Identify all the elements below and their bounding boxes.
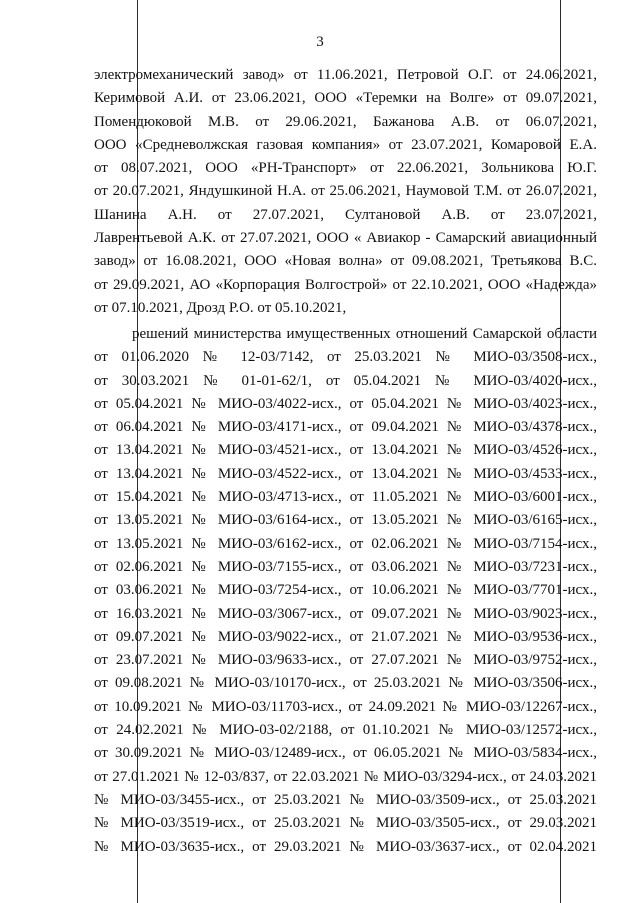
- text-line: от 06.04.2021 № МИО-03/4171-исх., от 09.04.2021 № МИО-03/4378-исх.,: [94, 419, 597, 436]
- text-line: Лаврентьевой А.К. от 27.07.2021, ООО « Авиакор - Самарский авиационный: [94, 230, 597, 247]
- text-line: от 24.02.2021 № МИО-03-02/2188, от 01.10.2021 № МИО-03/12572-исх.,: [94, 722, 597, 739]
- text-line: ООО «Средневолжская газовая компания» от 23.07.2021, Комаровой Е.А.: [94, 136, 597, 153]
- text-line: от 20.07.2021, Яндушкиной Н.А. от 25.06.2021, Наумовой Т.М. от 26.07.2021,: [94, 183, 597, 200]
- text-line: от 09.08.2021 № МИО-03/10170-исх., от 25.03.2021 № МИО-03/3506-исх.,: [94, 675, 597, 692]
- text-line: от 23.07.2021 № МИО-03/9633-исх., от 27.07.2021 № МИО-03/9752-исх.,: [94, 652, 597, 669]
- text-line: от 13.04.2021 № МИО-03/4521-исх., от 13.04.2021 № МИО-03/4526-исх.,: [94, 442, 597, 459]
- text-line: от 02.06.2021 № МИО-03/7155-исх., от 03.06.2021 № МИО-03/7231-исх.,: [94, 558, 597, 575]
- text-line: от 01.06.2020 № 12-03/7142, от 25.03.2021 № МИО-03/3508-исх.,: [94, 349, 597, 366]
- page-number: 3: [316, 34, 324, 50]
- text-line: от 30.03.2021 № 01-01-62/1, от 05.04.2021 № МИО-03/4020-исх.,: [94, 372, 597, 389]
- text-line: от 13.04.2021 № МИО-03/4522-исх., от 13.04.2021 № МИО-03/4533-исх.,: [94, 465, 597, 482]
- text-line: решений министерства имущественных отношений Самарской области: [132, 326, 597, 342]
- text-line: от 07.10.2021, Дрозд Р.О. от 05.10.2021,: [94, 299, 347, 316]
- text-line: № МИО-03/3455-исх., от 25.03.2021 № МИО-03/3509-исх., от 25.03.2021: [94, 791, 597, 808]
- text-line: завод» от 16.08.2021, ООО «Новая волна» от 09.08.2021, Третьякова В.С.: [94, 253, 597, 270]
- text-line: от 29.09.2021, АО «Корпорация Волгострой» от 22.10.2021, ООО «Надежда»: [94, 276, 597, 293]
- text-line: от 16.03.2021 № МИО-03/3067-исх., от 09.07.2021 № МИО-03/9023-исх.,: [94, 605, 597, 622]
- text-line: № МИО-03/3519-исх., от 25.03.2021 № МИО-03/3505-исх., от 29.03.2021: [94, 815, 597, 832]
- text-line: от 05.04.2021 № МИО-03/4022-исх., от 05.04.2021 № МИО-03/4023-исх.,: [94, 395, 597, 412]
- text-line: № МИО-03/3635-исх., от 29.03.2021 № МИО-03/3637-исх., от 02.04.2021: [94, 838, 597, 855]
- text-line: Помендюковой М.В. от 29.06.2021, Бажанова А.В. от 06.07.2021,: [94, 113, 597, 130]
- text-line: от 08.07.2021, ООО «РН-Транспорт» от 22.06.2021, Зольникова Ю.Г.: [94, 160, 597, 177]
- text-line: от 03.06.2021 № МИО-03/7254-исх., от 10.06.2021 № МИО-03/7701-исх.,: [94, 582, 597, 599]
- text-line: Шанина А.Н. от 27.07.2021, Султановой А.В. от 23.07.2021,: [94, 206, 597, 223]
- text-line: от 09.07.2021 № МИО-03/9022-исх., от 21.07.2021 № МИО-03/9536-исх.,: [94, 628, 597, 645]
- text-line: от 27.01.2021 № 12-03/837, от 22.03.2021 № МИО-03/3294-исх., от 24.03.2021: [94, 768, 597, 785]
- paragraph-applicants: [94, 64, 597, 320]
- text-line: от 13.05.2021 № МИО-03/6162-исх., от 02.06.2021 № МИО-03/7154-исх.,: [94, 535, 597, 552]
- paragraph-ministry-decisions: [94, 323, 597, 859]
- text-line: электромеханический завод» от 11.06.2021, Петровой О.Г. от 24.06.2021,: [94, 67, 597, 83]
- text-line: от 30.09.2021 № МИО-03/12489-исх., от 06.05.2021 № МИО-03/5834-исх.,: [94, 745, 597, 762]
- text-line: от 10.09.2021 № МИО-03/11703-исх., от 24.09.2021 № МИО-03/12267-исх.,: [94, 698, 597, 715]
- text-line: от 13.05.2021 № МИО-03/6164-исх., от 13.05.2021 № МИО-03/6165-исх.,: [94, 512, 597, 529]
- text-line: от 15.04.2021 № МИО-03/4713-исх., от 11.05.2021 № МИО-03/6001-исх.,: [94, 489, 597, 506]
- text-line: Керимовой А.И. от 23.06.2021, ООО «Теремки на Волге» от 09.07.2021,: [94, 90, 597, 107]
